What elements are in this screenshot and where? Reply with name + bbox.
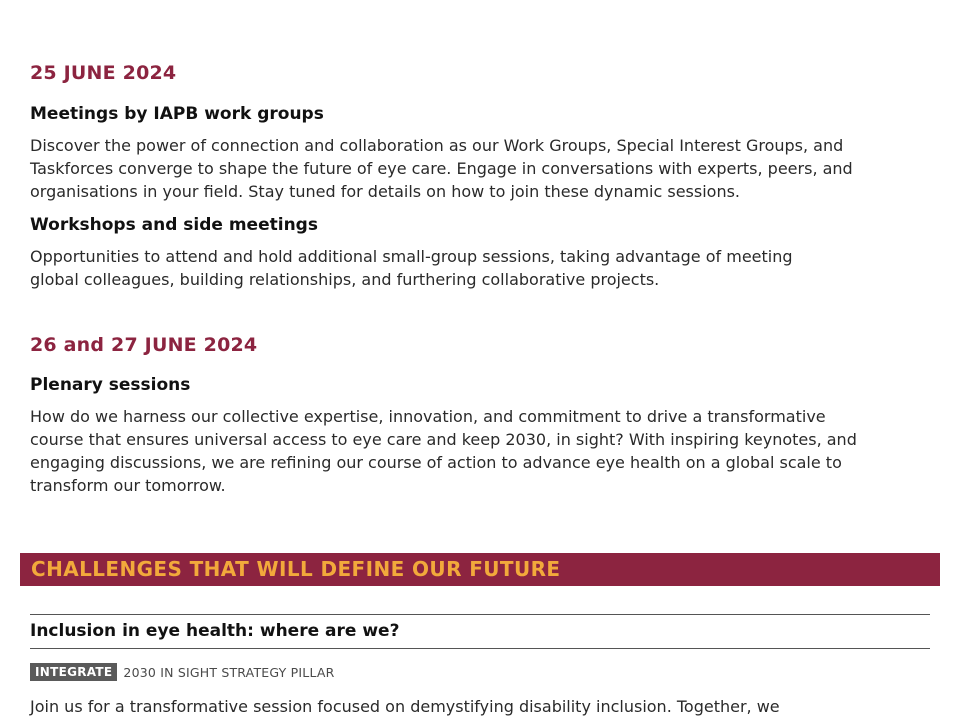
pillar-label: 2030 IN SIGHT STRATEGY PILLAR xyxy=(123,664,335,680)
date-heading-day2: 26 and 27 JUNE 2024 xyxy=(30,334,258,356)
paragraph-line: global colleagues, building relationships, and furthering collaborative projects. xyxy=(30,270,660,289)
paragraph-line: course that ensures universal access to eye care and keep 2030, in sight? With inspiring keynotes, and xyxy=(30,430,857,449)
challenges-banner xyxy=(20,553,940,586)
heading-work-group-meetings: Meetings by IAPB work groups xyxy=(30,104,324,124)
challenges-banner-title: CHALLENGES THAT WILL DEFINE OUR FUTURE xyxy=(31,557,561,581)
paragraph-line: Taskforces converge to shape the future of eye care. Engage in conversations with experts, peers, and xyxy=(30,159,853,178)
divider-top xyxy=(30,614,930,615)
heading-plenary-sessions: Plenary sessions xyxy=(30,375,191,395)
date-heading-day1: 25 JUNE 2024 xyxy=(30,62,177,84)
session-title: Inclusion in eye health: where are we? xyxy=(30,621,400,641)
pillar-badge: INTEGRATE xyxy=(30,663,117,681)
paragraph-line: transform our tomorrow. xyxy=(30,476,226,495)
paragraph-line: Discover the power of connection and collaboration as our Work Groups, Special Interest Groups, and xyxy=(30,136,844,155)
paragraph-plenary-sessions xyxy=(30,405,935,497)
paragraph-line: Opportunities to attend and hold additional small-group sessions, taking advantage of meeting xyxy=(30,247,793,266)
strategy-pillar-tag xyxy=(30,663,335,681)
paragraph-work-group-meetings xyxy=(30,134,935,203)
paragraph-line: engaging discussions, we are refining our course of action to advance eye health on a global scale to xyxy=(30,453,842,472)
paragraph-line: organisations in your field. Stay tuned for details on how to join these dynamic sessions. xyxy=(30,182,741,201)
paragraph-line: How do we harness our collective expertise, innovation, and commitment to drive a transformative xyxy=(30,407,826,426)
paragraph-workshops xyxy=(30,245,935,291)
divider-bottom xyxy=(30,648,930,649)
session-intro: Join us for a transformative session focused on demystifying disability inclusion. Together, we xyxy=(30,697,780,716)
heading-workshops: Workshops and side meetings xyxy=(30,215,318,235)
